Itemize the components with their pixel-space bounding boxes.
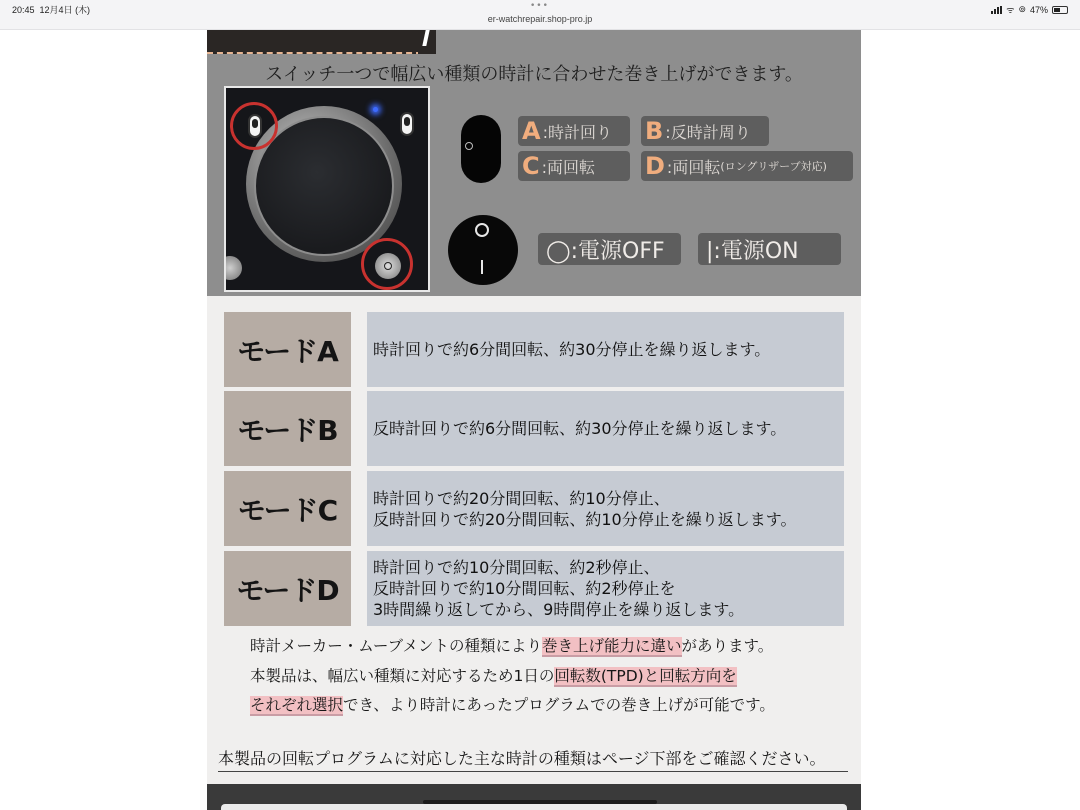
product-page bbox=[207, 30, 861, 810]
power-off-label: ◯:電源OFF bbox=[538, 233, 681, 265]
mode-name: モードB bbox=[224, 391, 351, 466]
switch-legend-c: C :両回転 bbox=[518, 151, 630, 181]
mode-row-a bbox=[224, 312, 844, 387]
mode-name: モードC bbox=[224, 471, 351, 546]
highlight-text: 回転数(TPD)と回転方向を bbox=[554, 667, 737, 685]
highlight-text: それぞれ選択 bbox=[250, 696, 344, 714]
home-indicator[interactable] bbox=[423, 800, 657, 804]
mode-name: モードD bbox=[224, 551, 351, 626]
orientation-lock-icon: ⊚ bbox=[1018, 4, 1026, 14]
mode-name: モードA bbox=[224, 312, 351, 387]
switch-legend-b: B :反時計周り bbox=[641, 116, 769, 146]
blue-led-icon bbox=[373, 107, 378, 112]
wifi-icon: ᯤ bbox=[1006, 5, 1015, 15]
switch-legend-d: D :両回転 (ロングリザーブ対応) bbox=[641, 151, 853, 181]
power-switch-diagram-icon bbox=[448, 215, 518, 285]
status-time: 20:45 12月4日 (木) bbox=[12, 5, 91, 15]
mode-row-b bbox=[224, 391, 844, 466]
footnote-link[interactable]: 本製品の回転プログラムに対応した主な時計の種類はページ下部をご確認ください。 bbox=[218, 746, 848, 772]
mode-description: 反時計回りで約6分間回転、約30分停止を繰り返します。 bbox=[367, 391, 844, 466]
address-bar-url[interactable]: er-watchrepair.shop-pro.jp bbox=[487, 14, 593, 24]
note-line-1: 時計メーカー・ムーブメントの種類により巻き上げ能力に違いがあります。 bbox=[250, 637, 774, 655]
status-bar bbox=[0, 0, 1080, 30]
battery-icon bbox=[1052, 6, 1068, 14]
power-switch-highlight-circle bbox=[361, 238, 413, 290]
cellular-signal-icon bbox=[991, 6, 1002, 14]
multitask-dots-icon[interactable]: ••• bbox=[530, 1, 549, 11]
mode-row-c bbox=[224, 471, 844, 546]
page-headline: スイッチ一つで幅広い種類の時計に合わせた巻き上げができます。 bbox=[265, 64, 803, 85]
mode-switch-icon-right bbox=[400, 112, 414, 136]
switch-legend-a: A :時計回り bbox=[518, 116, 630, 146]
note-line-3: それぞれ選択でき、より時計にあったプログラムでの巻き上げが可能です。 bbox=[250, 696, 775, 714]
mode-switch-highlight-circle bbox=[230, 102, 278, 150]
switch-explanation-panel bbox=[207, 30, 861, 296]
side-knob bbox=[224, 256, 242, 280]
banner-number-mark bbox=[418, 30, 436, 54]
power-on-label: |:電源ON bbox=[698, 233, 841, 265]
note-line-2: 本製品は、幅広い種類に対応するため1日の回転数(TPD)と回転方向を bbox=[250, 667, 737, 685]
mode-switch-diagram-icon bbox=[461, 115, 501, 183]
next-section-strip bbox=[207, 784, 861, 810]
mode-description: 時計回りで約10分間回転、約2秒停止、 反時計回りで約10分間回転、約2秒停止を 3時間繰り返してから、9時間停止を繰り返します。 bbox=[367, 551, 844, 626]
mode-row-d bbox=[224, 551, 844, 626]
highlight-text: 巻き上げ能力に違い bbox=[542, 637, 682, 655]
mode-description: 時計回りで約6分間回転、約30分停止を繰り返します。 bbox=[367, 312, 844, 387]
status-indicators bbox=[991, 3, 1068, 16]
battery-percent: 47% bbox=[1029, 4, 1048, 15]
mode-description: 時計回りで約20分間回転、約10分停止、 反時計回りで約20分間回転、約10分停止を繰り返します。 bbox=[367, 471, 844, 546]
winder-product-photo bbox=[224, 86, 430, 292]
top-banner-strip bbox=[207, 30, 432, 54]
